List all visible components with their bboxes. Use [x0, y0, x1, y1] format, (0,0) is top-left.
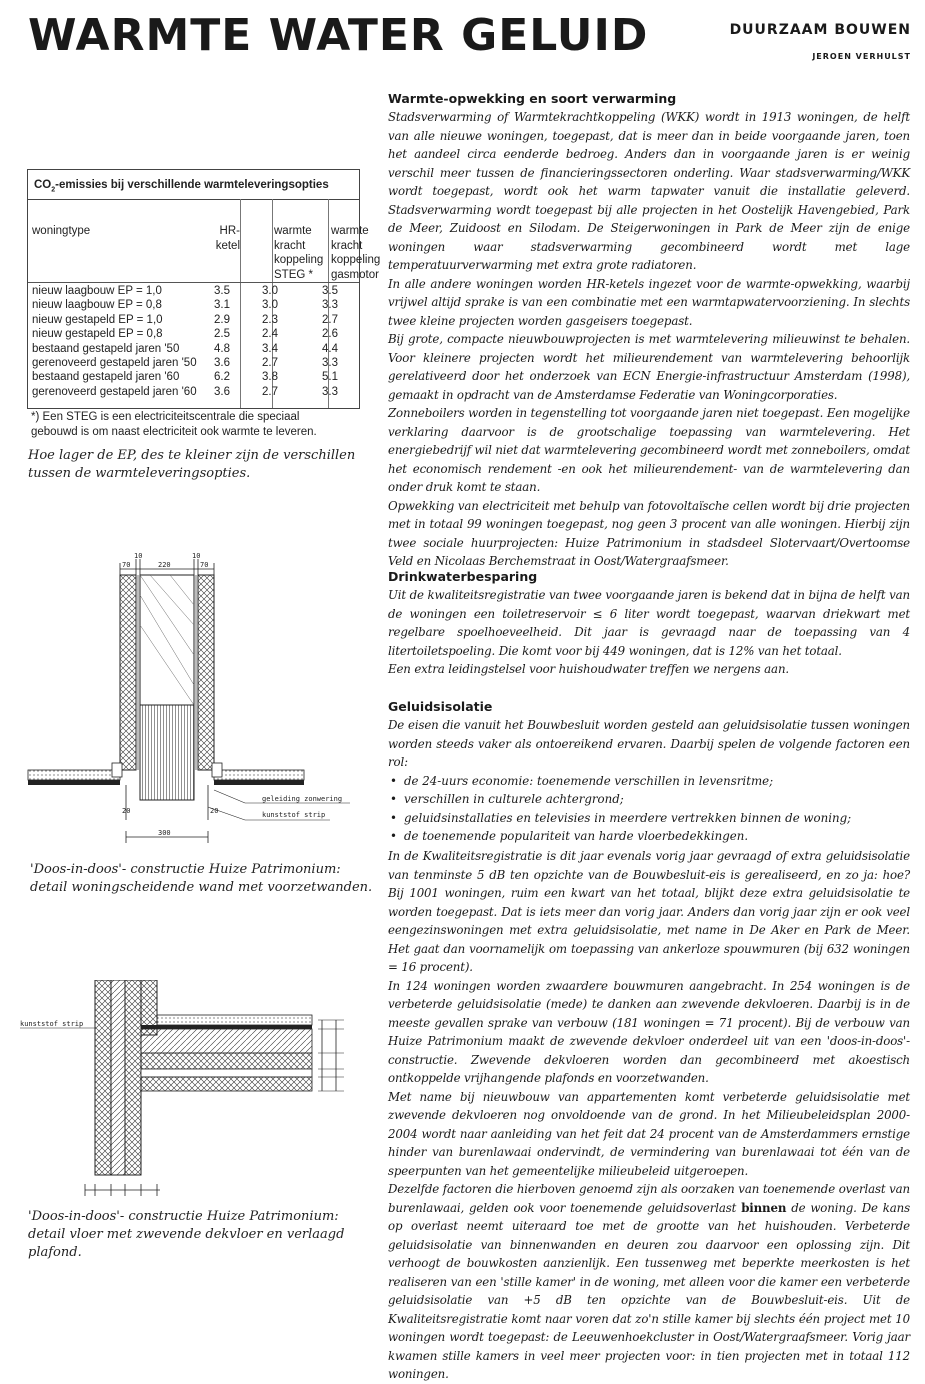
table-row	[28, 370, 359, 384]
table-cell-hr: 6.2	[214, 371, 230, 384]
figure2-caption: 'Doos-in-doos'- constructie Huize Patrimonium: detail vloer met zwevende dekvloer en verlaagd plafond.	[28, 1209, 345, 1260]
table-cell-steg: 3.0	[262, 299, 278, 312]
table-cell-hr: 3.6	[214, 385, 230, 398]
co2-emissions-table	[27, 169, 381, 409]
table-row	[28, 356, 359, 370]
dim-20-left: 20	[122, 807, 131, 815]
list-item: • de 24-uurs economie: toenemende verschillen in levensritme;	[404, 772, 910, 791]
label-kunststof-strip-2: kunststof strip	[20, 1020, 84, 1028]
table-row	[28, 313, 359, 327]
table-cell-hr: 4.8	[214, 342, 230, 355]
list-item: • de toenemende populariteit van harde vloerbedekkingen.	[404, 827, 910, 846]
dim-70-left: 70	[122, 561, 131, 569]
paragraph: Uit de kwaliteitsregistratie van twee voorgaande jaren is bekend dat in bijna de helft van de woningen een toiletreservoir ≤ 6 liter wordt toegepast, waarvan driekwart met regelbare spoelhoeveelheid. Dit jaar is gevraagd naar de toepassing van 4 litertoiletspoeling. Die komt voor bij 449 woningen, dat is 12% van het totaal.	[388, 588, 910, 658]
paragraph: Met name bij nieuwbouw van appartementen komt verbeterde geluidsisolatie met zwevende dekvloeren nog onvoldoende van de grond. In het Milieubeleidsplan 2000-2004 wordt naar aanleiding van het feit dat 24 procent van de Amsterdammers ernstige hinder van burenlawaai ondervindt, de vermindering van burenlawaai tot één van de speerpunten van het gemeentelijke milieubeleid uitgeroepen.	[388, 1089, 910, 1178]
section-heading: Warmte-opwekking en soort verwarming	[388, 91, 677, 106]
factor-list	[388, 772, 910, 846]
list-item: • geluidsinstallaties en televisies in meerdere vertrekken binnen de woning;	[404, 809, 910, 828]
dim-20-right: 20	[210, 807, 219, 815]
table-cell-hr: 2.9	[214, 313, 230, 326]
dim-220: 220	[158, 561, 171, 569]
table-cell-gas: 3.3	[322, 385, 338, 398]
table-cell-type: nieuw gestapeld EP = 0,8	[32, 328, 163, 341]
table-cell-hr: 3.1	[214, 299, 230, 312]
paragraph: Bij grote, compacte nieuwbouwprojecten is met warmtelevering milieuwinst te behalen. Voor kleinere projecten wordt het milieurendement van warmtelevering behoorlijk gerelativeerd door het onderzoek van ECN Energie-infrastructuur Amsterdam (1998), gemaakt in opdracht van de Amsterdamse Federatie van Woningcorporaties.	[388, 332, 910, 402]
paragraph: Dezelfde factoren die hierboven genoemd zijn als oorzaken van toenemende overlast van burenlawaai, gelden ook voor toenemende geluidsoverlast binnen de woning. De kans op overlast neemt uiteraard toe met de grootte van het huishouden. Verbeterde geluidsisolatie van binnenwanden en deuren zou daarvoor een oplossing zijn. Dit verhoogt de bouwkosten aanzienlijk. Een tussenweg met beperkte meerkosten is het realiseren van een 'stille kamer' in de woning, met alleen voor die kamer een verbeterde geluidsisolatie van +5 dB ten opzichte van de Bouwbesluit-eis. Uit de Kwaliteitsregistratie komt naar voren dat zo'n stille kamer bij slechts één project met 10 woningen wordt toegepast: de Leeuwenhoekcluster in Oost/Watergraafsmeer. Vorig jaar kwamen stille kamers in veel meer projecten voor: in tien projecten met in totaal 112 woningen.	[388, 1182, 910, 1381]
paragraph: Een extra leidingstelsel voor huishoudwater treffen we nergens aan.	[388, 662, 789, 676]
table-cell-gas: 3.3	[322, 356, 338, 369]
section-warmte-opwekking	[388, 90, 910, 571]
table-cell-hr: 2.5	[214, 328, 230, 341]
table-row	[28, 284, 359, 298]
section-geluidsisolatie	[388, 698, 910, 846]
table-cell-steg: 3.4	[262, 342, 278, 355]
column-header-woningtype: woningtype	[32, 225, 91, 237]
section-drinkwaterbesparing	[388, 568, 910, 679]
table-cell-steg: 3.0	[262, 285, 278, 297]
table-cell-type: gerenoveerd gestapeld jaren '60	[32, 385, 197, 398]
paragraph: In alle andere woningen worden HR-ketels ingezet voor de warmte-opwekking, waarbij vrijwel altijd sprake is van een combinatie met een warmtapwatervoorziening. In slechts twee kleine projecten worden gasgeisers toegepast.	[388, 276, 910, 328]
table-cell-gas: 2.6	[322, 328, 338, 341]
author-name: JEROEN VERHULST	[812, 52, 911, 61]
table-cell-hr: 3.5	[214, 285, 230, 297]
table-cell-type: nieuw laagbouw EP = 0,8	[32, 299, 162, 312]
emphasis-binnen: binnen	[741, 1200, 787, 1215]
table-cell-steg: 2.3	[262, 313, 278, 326]
paragraph: In de Kwaliteitsregistratie is dit jaar evenals vorig jaar gevraagd of extra geluidsisolatie van tenminste 5 dB ten opzichte van de Bouwbesluit-eis is gerealiseerd, en zo ja: hoe? Bij 1001 woningen, ruim een kwart van het totaal, blijkt deze extra geluidsisolatie te worden toegepast. Dat is iets meer dan vorig jaar. Anders dan vorig jaar zijn er ook veel eengezinswoningen met extra geluidsisolatie, met name in De Aker en Park de Meer. Het gaat dan voornamelijk om toepassing van ankerloze spouwmuren (bij 632 woningen = 16 procent).	[388, 849, 910, 974]
column-header-wkk-gasmotor: warmte kracht koppeling gasmotor	[331, 225, 381, 281]
paragraph: Stadsverwarming of Warmtekrachtkoppeling (WKK) wordt in 1913 woningen, de helft van alle nieuwe woningen, toegepast, dat is meer dan in beide voorgaande jaren, toen het aandeel circa eenderde bedroeg. Anders dan in voorgaande jaren is er weinig verschil meer tussen de financieringssectoren onderling. Waar stadsverwarming/WKK wordt toegepast, wordt ook het warm tapwater vanuit die installatie geleverd. Stadsverwarming wordt toegepast bij alle projecten in het Oostelijk Havengebied, Park de Meer, Zuidoost en Silodam. De Steigerwoningen in Park de Meer zijn de enige woningen waar stadsverwarming gecombineerd wordt met lage temperatuurverwarming met extra grote radiatoren.	[388, 110, 910, 272]
table-cell-gas: 3.5	[322, 285, 338, 297]
dim-300: 300	[158, 829, 171, 837]
table-cell-steg: 3.8	[262, 371, 278, 384]
table-cell-type: nieuw gestapeld EP = 1,0	[32, 313, 163, 326]
table-cell-steg: 2.7	[262, 356, 278, 369]
dim-10-left: 10	[134, 552, 143, 560]
table-row	[28, 385, 359, 399]
label-kunststof-strip: kunststof strip	[262, 811, 326, 819]
column-header-hr-ketel: HR- ketel	[215, 225, 240, 252]
figure1-caption: 'Doos-in-doos'- constructie Huize Patrimonium: detail woningscheidende wand met voorzetwanden.	[30, 862, 373, 895]
section-geluidsisolatie-continued	[388, 847, 910, 1384]
table-row	[28, 327, 359, 341]
table-cell-steg: 2.4	[262, 328, 278, 341]
table-cell-gas: 3.3	[322, 299, 338, 312]
table-cell-type: nieuw laagbouw EP = 1,0	[32, 285, 162, 297]
paragraph: Opwekking van electriciteit met behulp van fotovoltaïsche cellen wordt bij drie projecten met in totaal 99 woningen toegepast, nog geen 3 procent van alle woningen. Hierbij zijn twee sociale huurprojecten: Huize Patrimonium in stadsdeel Slotervaart/Overtoomse Veld en Nicolaas Berchemstraat in Oost/Watergraafsmeer.	[388, 498, 910, 568]
list-item: • verschillen in culturele achtergrond;	[404, 790, 910, 809]
column-header-wkk-steg: warmte kracht koppeling STEG *	[274, 225, 324, 281]
table-footnote: *) Een STEG is een electriciteitscentrale die speciaal gebouwd is om naast electriciteit ook warmte te leveren.	[31, 411, 317, 438]
table-cell-gas: 4.4	[322, 342, 338, 355]
paragraph: De eisen die vanuit het Bouwbesluit worden gesteld aan geluidsisolatie tussen woningen worden steeds vaker als ontoereikend ervaren. Daarbij spelen de volgende factoren een rol:	[388, 718, 910, 769]
table-cell-gas: 2.7	[322, 313, 338, 326]
table-cell-type: gerenoveerd gestapeld jaren '50	[32, 356, 197, 369]
table-cell-type: bestaand gestapeld jaren '60	[32, 371, 180, 384]
dim-70-right: 70	[200, 561, 209, 569]
table-caption: Hoe lager de EP, des te kleiner zijn de verschillen tussen de warmteleveringsopties.	[28, 448, 356, 481]
table-cell-hr: 3.6	[214, 356, 230, 369]
label-geleiding-zonwering: geleiding zonwering	[262, 795, 343, 803]
table-row	[28, 342, 359, 356]
table-cell-gas: 5.1	[322, 371, 338, 384]
section-label: DUURZAAM BOUWEN	[729, 22, 911, 38]
table-title: $CO_2$-emissies bij verschillende warmteleveringsopties	[34, 179, 329, 194]
table-row	[28, 298, 359, 312]
section-heading: Geluidsisolatie	[388, 699, 493, 714]
table-cell-steg: 2.7	[262, 385, 278, 398]
paragraph: Zonneboilers worden in tegenstelling tot voorgaande jaren niet toegepast. Een mogelijke verklaring daarvoor is de grootschalige toepassing van warmtelevering. Het energiebedrijf wil niet dat warmtelevering gecombineerd wordt met zonneboilers, omdat het economisch rendement -en ook het milieurendement- van de warmtelevering dan onder druk komt te staan.	[388, 406, 911, 494]
table-body	[28, 284, 359, 399]
table-cell-type: bestaand gestapeld jaren '50	[32, 342, 180, 355]
page-title: WARMTE WATER GELUID	[28, 10, 649, 61]
section-heading: Drinkwaterbesparing	[388, 569, 538, 584]
paragraph: In 124 woningen worden zwaardere bouwmuren aangebracht. In 254 woningen is de verbeterde geluidsisolatie (mede) te danken aan zwevende dekvloeren. Daarbij is in de meeste gevallen sprake van verbouw (181 woningen = 71 procent). Bij de verbouw van Huize Patrimonium maakt de zwevende dekvloer onderdeel uit van een 'doos-in-doos'-constructie. Zwevende dekvloeren worden dan gecombineerd met akoestisch ontkoppelde vrijhangende plafonds en voorzetwanden.	[388, 978, 910, 1085]
dim-10-right: 10	[192, 552, 201, 560]
